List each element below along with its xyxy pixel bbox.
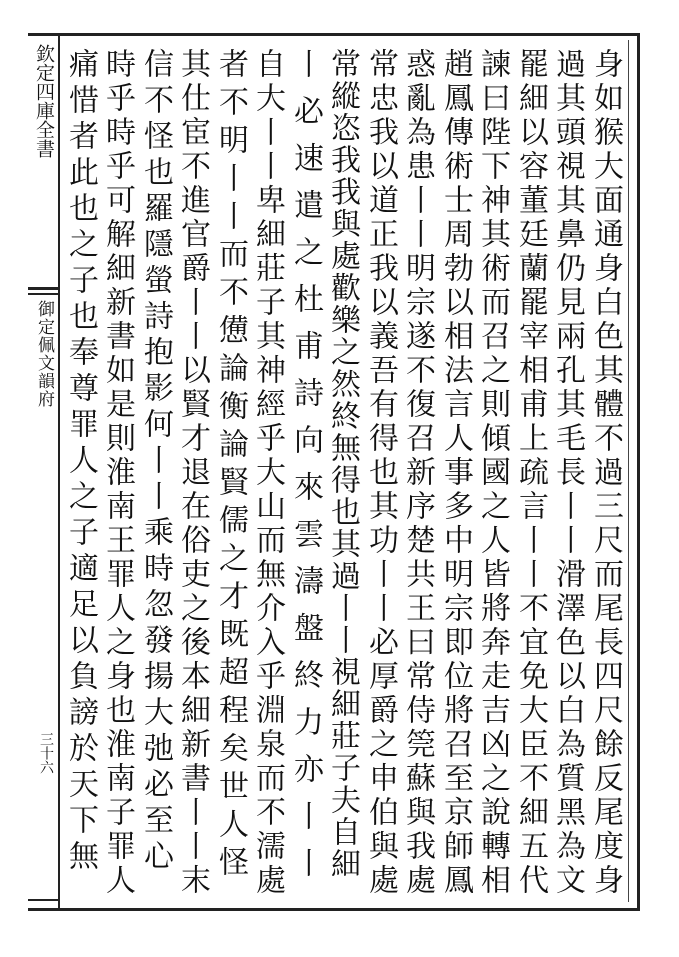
text-column-14: 時乎時乎可解細新書如是則淮南王罪人之身也淮南子罪人 xyxy=(100,48,135,898)
gutter-bottom-mark xyxy=(28,899,60,901)
text-column-12: 其仕宦不進官爵丨丨以賢才退在俗吏之後本細新書丨丨末 xyxy=(175,48,210,898)
text-column-7: 常忠我以道正我以義吾有得也其功丨丨必厚爵之申伯與處 xyxy=(363,48,398,898)
text-column-11: 者不明丨丨而不憊論衡論賢儒之才既超程矣世人怪 xyxy=(213,48,248,884)
fishtail-mark-lower xyxy=(28,293,60,295)
page-number: 三十六 xyxy=(38,732,54,774)
text-column-3: 罷細以容董廷蘭罷宰相甫上疏言丨丨不宜免大臣不細五代 xyxy=(513,48,548,898)
text-column-4: 諫曰陛下神其術而召之則傾國之人皆將奔走吉凶之說轉相 xyxy=(475,48,510,898)
text-column-1: 身如猴大面通身白色其體不過三尺而尾長四尺餘反尾度身 xyxy=(588,48,623,898)
frame-bottom-border xyxy=(28,908,640,911)
frame-right-border xyxy=(637,33,640,911)
text-column-6: 惑亂為患丨丨明宗遂不復召新序楚共王曰常侍筦蘇與我處 xyxy=(400,48,435,898)
frame-right-inner-border xyxy=(628,40,629,902)
text-column-13: 信不怪也羅隱螢詩抱影何丨丨乘時忽發揚大弛必至心 xyxy=(138,48,173,876)
text-column-2: 過其頭視其鼻仍見兩孔其毛長丨丨滑澤色以白為質黑為文 xyxy=(550,48,585,898)
text-column-15: 痛惜者此也之子也奉尊罪人之子適足以負謗於天下無 xyxy=(63,48,98,876)
book-title: 欽定四庫全書 xyxy=(33,44,55,158)
text-column-5: 趙鳳傳術士周勃以相法言人事多中明宗即位將召至京師鳳 xyxy=(438,48,473,898)
text-column-10: 自大丨丨卑細莊子其神經乎大山而無介入乎淵泉而不濡處 xyxy=(250,48,285,898)
fishtail-mark-upper xyxy=(28,287,60,290)
gutter-divider xyxy=(58,36,60,908)
text-column-9: 丨必速遣之杜甫詩向來雲濤盤終力亦丨丨 xyxy=(288,48,323,894)
text-column-8: 常縱恣我我與處歡樂之然終無得也其過丨丨視細莊子夫自細 xyxy=(325,48,360,880)
book-subtitle: 御定佩文韻府 xyxy=(34,300,54,408)
frame-top-border xyxy=(28,33,640,36)
